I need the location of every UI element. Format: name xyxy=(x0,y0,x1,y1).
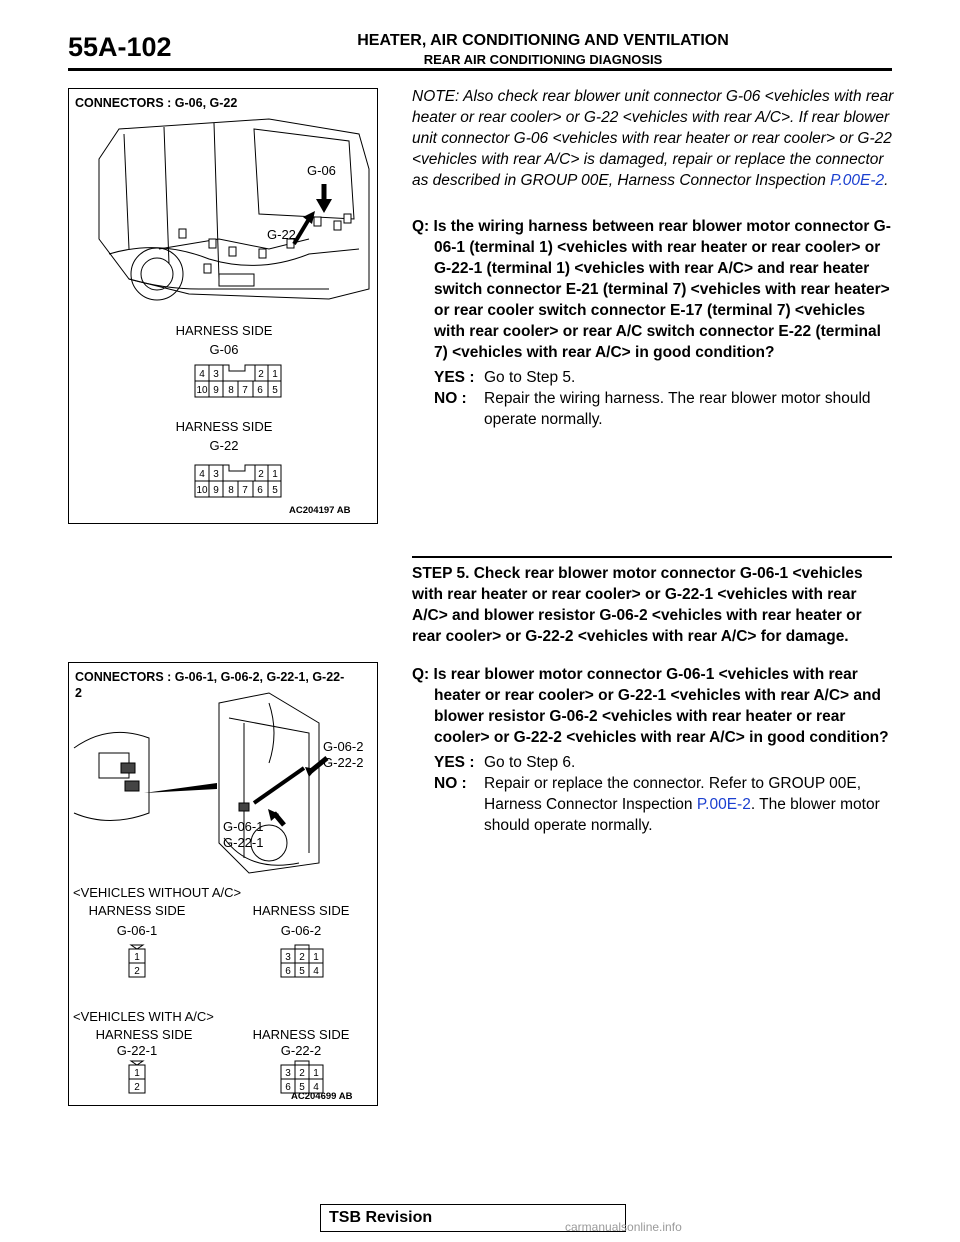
pin-label: 8 xyxy=(228,485,234,496)
connector-diagram xyxy=(193,461,283,501)
figure-connectors-g06-g22 xyxy=(68,88,378,524)
connector-label: G-22-2 xyxy=(280,1043,322,1058)
connector-diagram xyxy=(193,361,283,401)
callout-g06-1: G-06-1 xyxy=(223,819,264,834)
answer-no xyxy=(434,388,897,430)
answer-yes xyxy=(434,367,897,388)
harness-side-label: HARNESS SIDE xyxy=(252,903,350,918)
pin-label: 5 xyxy=(299,1082,305,1093)
callout-g06-2: G-06-2 xyxy=(323,739,364,754)
yes-text: Go to Step 6. xyxy=(484,754,576,771)
pin-label: 9 xyxy=(213,485,219,496)
figure-title: CONNECTORS : G-06, G-22 xyxy=(75,96,238,110)
pin-label: 5 xyxy=(299,966,305,977)
pin-label: 3 xyxy=(213,469,219,480)
callout-g22: G-22 xyxy=(267,227,296,242)
inspection-link[interactable]: P.00E-2 xyxy=(830,172,885,189)
pin-label: 1 xyxy=(313,1068,319,1079)
pin-label: 4 xyxy=(313,1082,319,1093)
pin-label: 10 xyxy=(196,485,208,496)
watermark: carmanualsonline.info xyxy=(565,1220,682,1234)
group-label: <VEHICLES WITHOUT A/C> xyxy=(73,885,242,900)
connector-label: G-06 xyxy=(209,342,239,357)
callout-g06: G-06 xyxy=(307,163,336,178)
connector-2pin-diagram xyxy=(125,943,149,979)
pin-label: 6 xyxy=(285,966,291,977)
pin-label: 3 xyxy=(213,369,219,380)
note-text: NOTE: Also check rear blower unit connector G-06 <vehicles with rear heater or rear cooler> or G-22 <vehicles with rear A/C>. If rear blower unit connector G-06 <vehicles with rear heater or rear cooler> or G-22 <vehicles with rear A/C> is damaged, repair or replace the connector as described in GROUP 00E, Harness Connector Inspection P.00E-2. xyxy=(412,88,894,189)
pin-label: 2 xyxy=(134,966,140,977)
pin-label: 6 xyxy=(257,385,263,396)
pin-label: 1 xyxy=(272,469,278,480)
no-text: Repair the wiring harness. The rear blower motor should operate normally. xyxy=(484,390,871,428)
connector-2pin-diagram xyxy=(125,1059,149,1095)
figure-connectors-g06-1-g22-2 xyxy=(68,662,378,1106)
connector-label: G-22 xyxy=(209,438,239,453)
pin-label: 2 xyxy=(134,1082,140,1093)
question-2 xyxy=(412,664,897,836)
figure-title: CONNECTORS : G-06-1, G-06-2, G-22-1, G-22-2 xyxy=(75,670,345,700)
no-key: NO : xyxy=(434,390,467,407)
connector-label: G-06-1 xyxy=(116,923,158,938)
yes-text: Go to Step 5. xyxy=(484,369,576,386)
yes-key: YES : xyxy=(434,369,475,386)
question-text: Q: Is rear blower motor connector G-06-1 <vehicles with rear heater or rear cooler> or G-22-1 <vehicles with rear A/C> and blower resistor G-06-2 <vehicles with rear heater or rear cooler> or G-22-2 <vehicles with rear A/C> in good condition? xyxy=(412,666,889,746)
section-title: HEATER, AIR CONDITIONING AND VENTILATION xyxy=(357,32,729,49)
figure-id: AC204197 AB xyxy=(289,505,351,516)
pin-label: 4 xyxy=(199,469,205,480)
pin-label: 1 xyxy=(313,952,319,963)
figure-id: AC204699 AB xyxy=(291,1091,353,1102)
pin-label: 3 xyxy=(285,1068,291,1079)
connector-label: G-06-2 xyxy=(280,923,322,938)
vehicle-rear-illustration xyxy=(69,89,377,339)
question-1 xyxy=(412,216,897,430)
pin-label: 6 xyxy=(285,1082,291,1093)
pin-label: 2 xyxy=(299,952,305,963)
pin-label: 5 xyxy=(272,385,278,396)
section-subtitle: REAR AIR CONDITIONING DIAGNOSIS xyxy=(423,52,663,67)
inspection-link[interactable]: P.00E-2 xyxy=(696,796,751,813)
answer-yes xyxy=(434,752,897,773)
pin-label: 7 xyxy=(242,485,248,496)
step-5-heading: STEP 5. Check rear blower motor connector G-06-1 <vehicles with rear heater or rear cooler> or G-22-1 <vehicles with rear A/C> and blower resistor G-06-2 <vehicles with rear heater or rear cooler> or G-22-2 <vehicles with rear A/C> for damage. xyxy=(412,556,892,647)
yes-key: YES : xyxy=(434,754,475,771)
pin-label: 2 xyxy=(258,369,264,380)
connector-label: G-22-1 xyxy=(116,1043,158,1058)
pin-label: 10 xyxy=(196,385,208,396)
group-label: <VEHICLES WITH A/C> xyxy=(73,1009,214,1024)
pin-label: 9 xyxy=(213,385,219,396)
pin-label: 3 xyxy=(285,952,291,963)
no-text: Repair or replace the connector. Refer to GROUP 00E, Harness Connector Inspection P.00E-2. The blower motor should operate normally. xyxy=(484,775,880,834)
note-paragraph xyxy=(412,86,897,191)
harness-side-label: HARNESS SIDE xyxy=(252,1027,350,1042)
pin-label: 5 xyxy=(272,485,278,496)
header-rule xyxy=(68,68,892,71)
answer-no xyxy=(434,773,897,836)
pin-label: 6 xyxy=(257,485,263,496)
pin-label: 1 xyxy=(134,1068,140,1079)
tsb-revision-box: TSB Revision xyxy=(320,1204,626,1232)
harness-side-label: HARNESS SIDE xyxy=(175,323,273,338)
pin-label: 4 xyxy=(199,369,205,380)
harness-side-label: HARNESS SIDE xyxy=(88,903,186,918)
pin-label: 2 xyxy=(299,1068,305,1079)
question-text: Q: Is the wiring harness between rear blower motor connector G-06-1 (terminal 1) <vehicles with rear heater or rear cooler> or G-22-1 (terminal 1) <vehicles with rear A/C> and rear heater switch connector E-21 (terminal 7) <vehicles with rear heater> or rear cooler switch connector E-17 (terminal 7) <vehicles with rear cooler> or rear A/C switch connector E-22 (terminal 7) <vehicles with rear A/C> in good condition? xyxy=(412,218,891,361)
connector-6pin-diagram xyxy=(279,1059,325,1095)
blower-unit-illustration xyxy=(69,663,377,883)
harness-side-label: HARNESS SIDE xyxy=(175,419,273,434)
pin-label: 1 xyxy=(134,952,140,963)
pin-label: 7 xyxy=(242,385,248,396)
callout-g22-1: G-22-1 xyxy=(223,835,264,850)
pin-label: 2 xyxy=(258,469,264,480)
pin-label: 1 xyxy=(272,369,278,380)
connector-6pin-diagram xyxy=(279,943,325,979)
pin-label: 4 xyxy=(313,966,319,977)
harness-side-label: HARNESS SIDE xyxy=(95,1027,193,1042)
pin-label: 8 xyxy=(228,385,234,396)
callout-g22-2: G-22-2 xyxy=(323,755,364,770)
no-key: NO : xyxy=(434,775,467,792)
page-number: 55A-102 xyxy=(68,32,172,62)
